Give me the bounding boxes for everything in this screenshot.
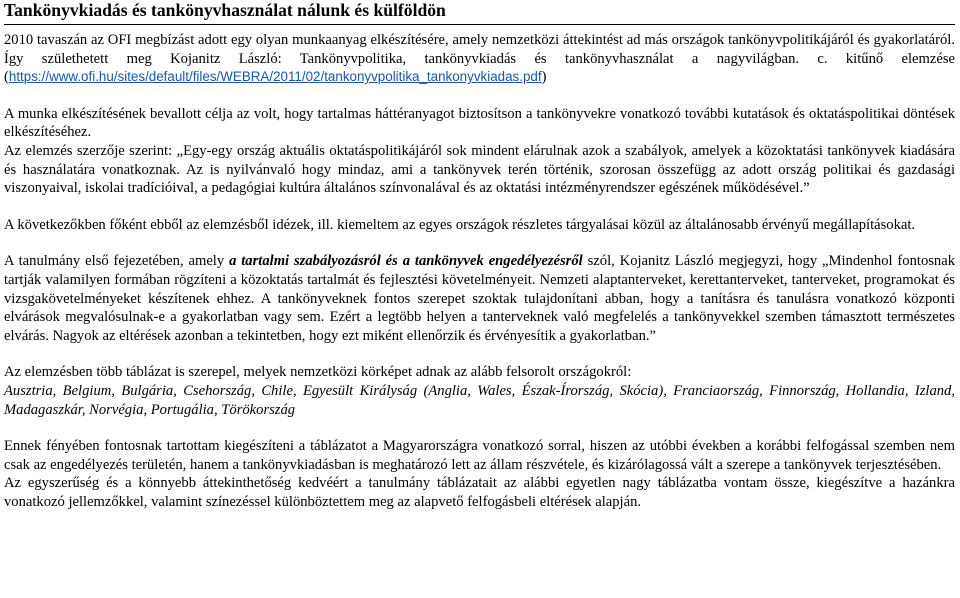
first-chapter-before: A tanulmány első fejezetében, amely [4,253,230,270]
link-open-paren: ( [4,69,9,86]
paragraph-first-chapter [4,252,955,345]
paragraph-spacer [4,198,955,216]
paragraph-hungary: Ennek fényében fontosnak tartottam kiegészíteni a táblázatot a Magyarországra vonatkozó sorral, hiszen az utóbbi években a korábbi felfogással szemben nem csak az engedélyezés területén, hanem a tankönyvkiadásban is meghatározó lett az állam részvétele, és kizárólagossá vált a szerepe a tankönyvek terjesztésében. [4,438,955,473]
paragraph-spacer [4,234,955,252]
link-close-paren: ) [541,69,547,86]
first-chapter-emphasis: a tartalmi szabályozásról és a tankönyvek engedélyezésről [229,253,583,270]
page-title: Tankönyvkiadás és tankönyvhasználat nálunk és külföldön [4,0,446,20]
paragraph-following: A következőkben főként ebből az elemzésből idézek, ill. kiemeltem az egyes országok részletes tárgyalásai közül az általánosabb érvényű megállapításokat. [4,216,916,233]
first-chapter-after: szól, Kojanitz László megjegyzi, hogy „Mindenhol fontosnak tartják valamilyen formában rögzíteni a közoktatás tartalmát és fejlesztési követelményeit. Nemzeti alaptanterveket, kerettanterveket, tanterveket, programokat és vizsgakövetelményeket készítenek ehhez. A tankönyveknek fontos szerepet szoktak tulajdonítani abban, hogy a tanításra és tanulásra vonatkozó központi elvárások megvalósulnak-e a gyakorlatban vagy sem. Ezért a legtöbb helyen a tanterveknek való megfelelés a tankönyvekkel szemben támasztott természetes elvárás. Nagyok az eltérések azonban a tekintetben, hogy ezt miként ellenőrzik és érvényesítik a gyakorlatban.” [4,253,955,344]
country-list: Ausztria, Belgium, Bulgária, Csehország, Chile, Egyesült Királyság (Anglia, Wales, Észak-Írország, Skócia), Franciaország, Finnország, Hollandia, Izland, Madagaszkár, Norvégia, Portugália, Törökország [4,382,955,418]
paragraph-spacer [4,419,955,437]
paragraph-tables-intro: Az elemzésben több táblázat is szerepel, melyek nemzetközi körképet adnak az alább felsorolt országokról: [4,364,632,381]
paragraph-quote-author: Az elemzés szerzője szerint: „Egy-egy ország aktuális oktatáspolitikájáról sok mindent elárulnak azok a szabályok, amelyek a közoktatási tankönyvek kiadására és használatára vonatkoznak. Az is nyilvánvaló hogy mindaz, ami a tankönyvek terén történik, szorosan összefügg az adott ország politikai és gazdasági viszonyaival, iskolai tradícióival, a pedagógiai kultúra általános színvonalával és az oktatási intézményrendszer egészének működésével.” [4,142,955,197]
paragraph-purpose: A munka elkészítésének bevallott célja az volt, hogy tartalmas háttéranyagot biztosítson a tankönyvekre vonatkozó további kutatások és oktatáspolitikai döntések elkészítéséhez. [4,105,955,141]
paragraph-spacer [4,87,955,105]
source-pdf-link[interactable]: https://www.ofi.hu/sites/default/files/WEBRA/2011/02/tankonyvpolitika_tankonyvkiadas.pdf [8,69,542,85]
paragraph-spacer [4,345,955,363]
paragraph-summary-table: Az egyszerűség és a könnyebb áttekinthetőség kedvéért a tanulmány táblázatait az alábbi egyetlen nagy táblázatba vontam össze, kiegészítve a hazánkra vonatkozó jellemzőkkel, valamint színezéssel különböztettem meg az alapvető felfogásbeli eltérések alapján. [4,475,955,510]
paragraph-intro-text: 2010 tavaszán az OFI megbízást adott egy olyan munkaanyag elkészítésére, amely nemzetközi áttekintést ad más országok tankönyvpolitikájáról és gyakorlatáról. Így születhetett meg Kojanitz László: Tankönyvpolitika, tankönyvkiadás és tankönyvhasználat a nagyvilágban. c. kitűnő elemzése [4,32,955,67]
title-divider [4,24,955,25]
paragraph-intro [4,31,955,87]
